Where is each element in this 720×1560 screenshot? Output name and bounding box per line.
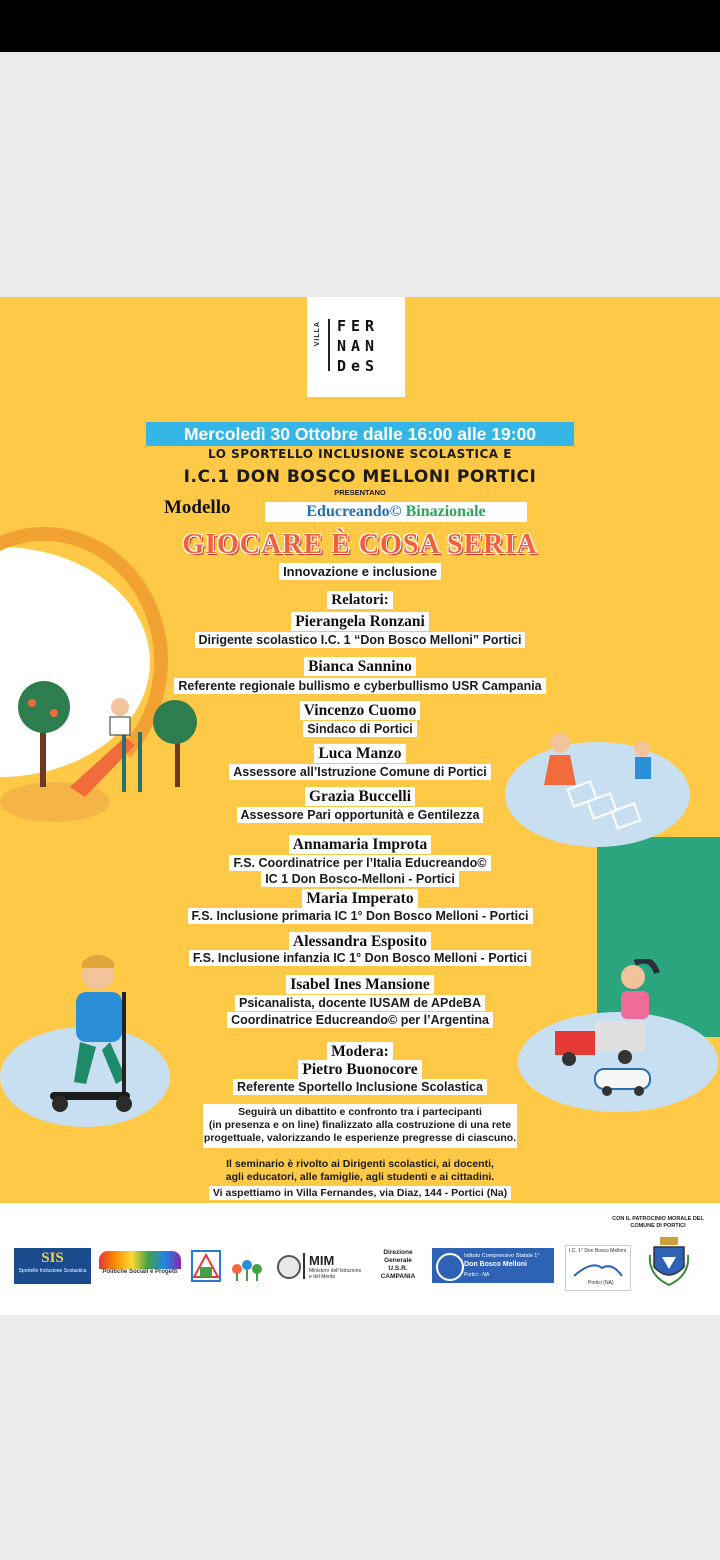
event-date-banner: Mercoledì 30 Ottobre dalle 16:00 alle 19:00 (146, 422, 574, 446)
speaker-name: Vincenzo Cuomo (0, 702, 720, 720)
speaker-role: Assessore all’Istruzione Comune di Portici (0, 765, 720, 779)
patrocinio-line-1: CON IL PATROCINIO MORALE DEL (612, 1216, 704, 1222)
organizer-line-2: I.C.1 DON BOSCO MELLONI PORTICI (183, 467, 537, 487)
speaker-role: Assessore Pari opportunità e Gentilezza (0, 808, 720, 822)
debate-line-1: Seguirà un dibattito e confronto tra i partecipanti (238, 1106, 482, 1118)
educreando-flowers-logo (227, 1247, 267, 1283)
speaker-name: Isabel Ines Mansione (0, 976, 720, 994)
speaker-name: Luca Manzo (0, 745, 720, 763)
subtitle: Innovazione e inclusione (0, 564, 720, 579)
presentano-label: PRESENTANO (334, 488, 386, 497)
colored-square-logo (190, 1249, 222, 1283)
bottom-background (0, 1315, 720, 1560)
speaker-role-2: Coordinatrice Educreando© per l’Argentina (0, 1013, 720, 1027)
ic-banner-line-2: Don Bosco Melloni (464, 1261, 527, 1268)
people-icon (99, 1251, 181, 1269)
sis-logo-text: SIS (41, 1250, 64, 1266)
speaker-name: Alessandra Esposito (0, 933, 720, 951)
speaker-role: Psicanalista, docente IUSAM de APdeBA (0, 996, 720, 1010)
speaker-role: F.S. Inclusione primaria IC 1° Don Bosco Melloni - Portici (0, 909, 720, 923)
debate-line-2: (in presenza e on line) finalizzato alla costruzione di una rete (208, 1119, 512, 1131)
speaker-role: Sindaco di Portici (0, 722, 720, 736)
educreando-text: Educreando© (306, 503, 402, 520)
speaker-name: Bianca Sannino (0, 658, 720, 676)
mim-logo (277, 1251, 362, 1283)
speaker-name: Pierangela Ronzani (0, 613, 720, 631)
speaker-role: F.S. Coordinatrice per l’Italia Educreando© (0, 856, 720, 870)
speaker-name: Annamaria Improta (0, 836, 720, 854)
patrocinio-line-2: COMUNE DI PORTICI (630, 1223, 686, 1229)
speaker-role: Dirigente scolastico I.C. 1 “Don Bosco Melloni” Portici (0, 633, 720, 647)
villa-side-text: VILLA (314, 321, 321, 347)
modera-label: Modera: (0, 1043, 720, 1061)
moderator-role: Referente Sportello Inclusione Scolastica (0, 1080, 720, 1094)
ic-small-line-1: I.C. 1° Don Bosco Melloni (569, 1248, 627, 1254)
speaker-name: Maria Imperato (0, 890, 720, 908)
sis-logo (14, 1248, 91, 1284)
sis-logo-subtext: Sportello Inclusione Scolastica (18, 1268, 87, 1274)
villa-divider (328, 319, 330, 371)
ic-school-small-logo (565, 1245, 631, 1291)
villa-fernandes-logo (307, 297, 405, 397)
audience-line-2: agli educatori, alle famiglie, agli studenti e ai cittadini. (225, 1171, 495, 1183)
relatori-label: Relatori: (0, 592, 720, 609)
usr-line-3: U.S.R. (388, 1265, 408, 1272)
mim-logo-subtext-2: e del Merito (309, 1274, 336, 1280)
address-line: Vi aspettiamo in Villa Fernandes, via Diaz, 144 - Portici (Na) (0, 1187, 720, 1199)
usr-line-4: CAMPANIA (380, 1273, 416, 1280)
binazionale-text: Binazionale (405, 503, 486, 520)
ic-banner-line-1: Istituto Comprensivo Statale 1° (464, 1253, 540, 1259)
ic-small-line-2: Portici (NA) (588, 1280, 614, 1286)
educreando-logo (265, 502, 527, 522)
speaker-name: Grazia Buccelli (0, 788, 720, 806)
moderator-name: Pietro Buonocore (0, 1061, 720, 1079)
mim-divider (303, 1253, 305, 1279)
usr-campania-logo (372, 1249, 424, 1281)
organizer-line-1: LO SPORTELLO INCLUSIONE SCOLASTICA E (208, 447, 512, 461)
sponsor-logos-strip (0, 1203, 720, 1315)
politiche-sociali-logo (99, 1251, 181, 1281)
speaker-role: F.S. Inclusione infanzia IC 1° Don Bosco Melloni - Portici (0, 951, 720, 965)
politiche-logo-text: Politiche Sociali e Progetti (102, 1269, 178, 1275)
ic-banner-line-3: Portici - NA (464, 1272, 490, 1278)
main-title: GIOCARE È COSA SERIA (182, 529, 538, 560)
villa-row-3: DeS (337, 357, 380, 375)
ic-school-banner-logo (432, 1248, 554, 1283)
mim-logo-text: MIM (309, 1253, 335, 1268)
modello-label: Modello (164, 497, 231, 518)
mountain-icon (572, 1258, 624, 1278)
speaker-role-2: IC 1 Don Bosco-Melloni - Portici (0, 872, 720, 886)
speaker-role: Referente regionale bullismo e cyberbullismo USR Campania (0, 679, 720, 693)
usr-line-2: Generale (384, 1257, 412, 1264)
patrocinio-text (596, 1216, 720, 1230)
villa-row-2: NAN (337, 337, 380, 355)
debate-line-3: progettuale, valorizzando le esperienze pregresse di ciascuno. (203, 1132, 517, 1144)
school-emblem-icon (436, 1253, 464, 1281)
villa-row-1: FER (337, 317, 380, 335)
mim-logo-subtext-1: Ministero dell’Istruzione (309, 1268, 362, 1274)
status-bar (0, 0, 720, 52)
comune-portici-crest (648, 1235, 690, 1287)
usr-line-1: Direzione (383, 1249, 413, 1256)
hopscotch-illustration (530, 725, 690, 845)
audience-line-1: Il seminario è rivolto ai Dirigenti scolastici, ai docenti, (226, 1158, 494, 1170)
italy-emblem-icon (277, 1255, 301, 1279)
